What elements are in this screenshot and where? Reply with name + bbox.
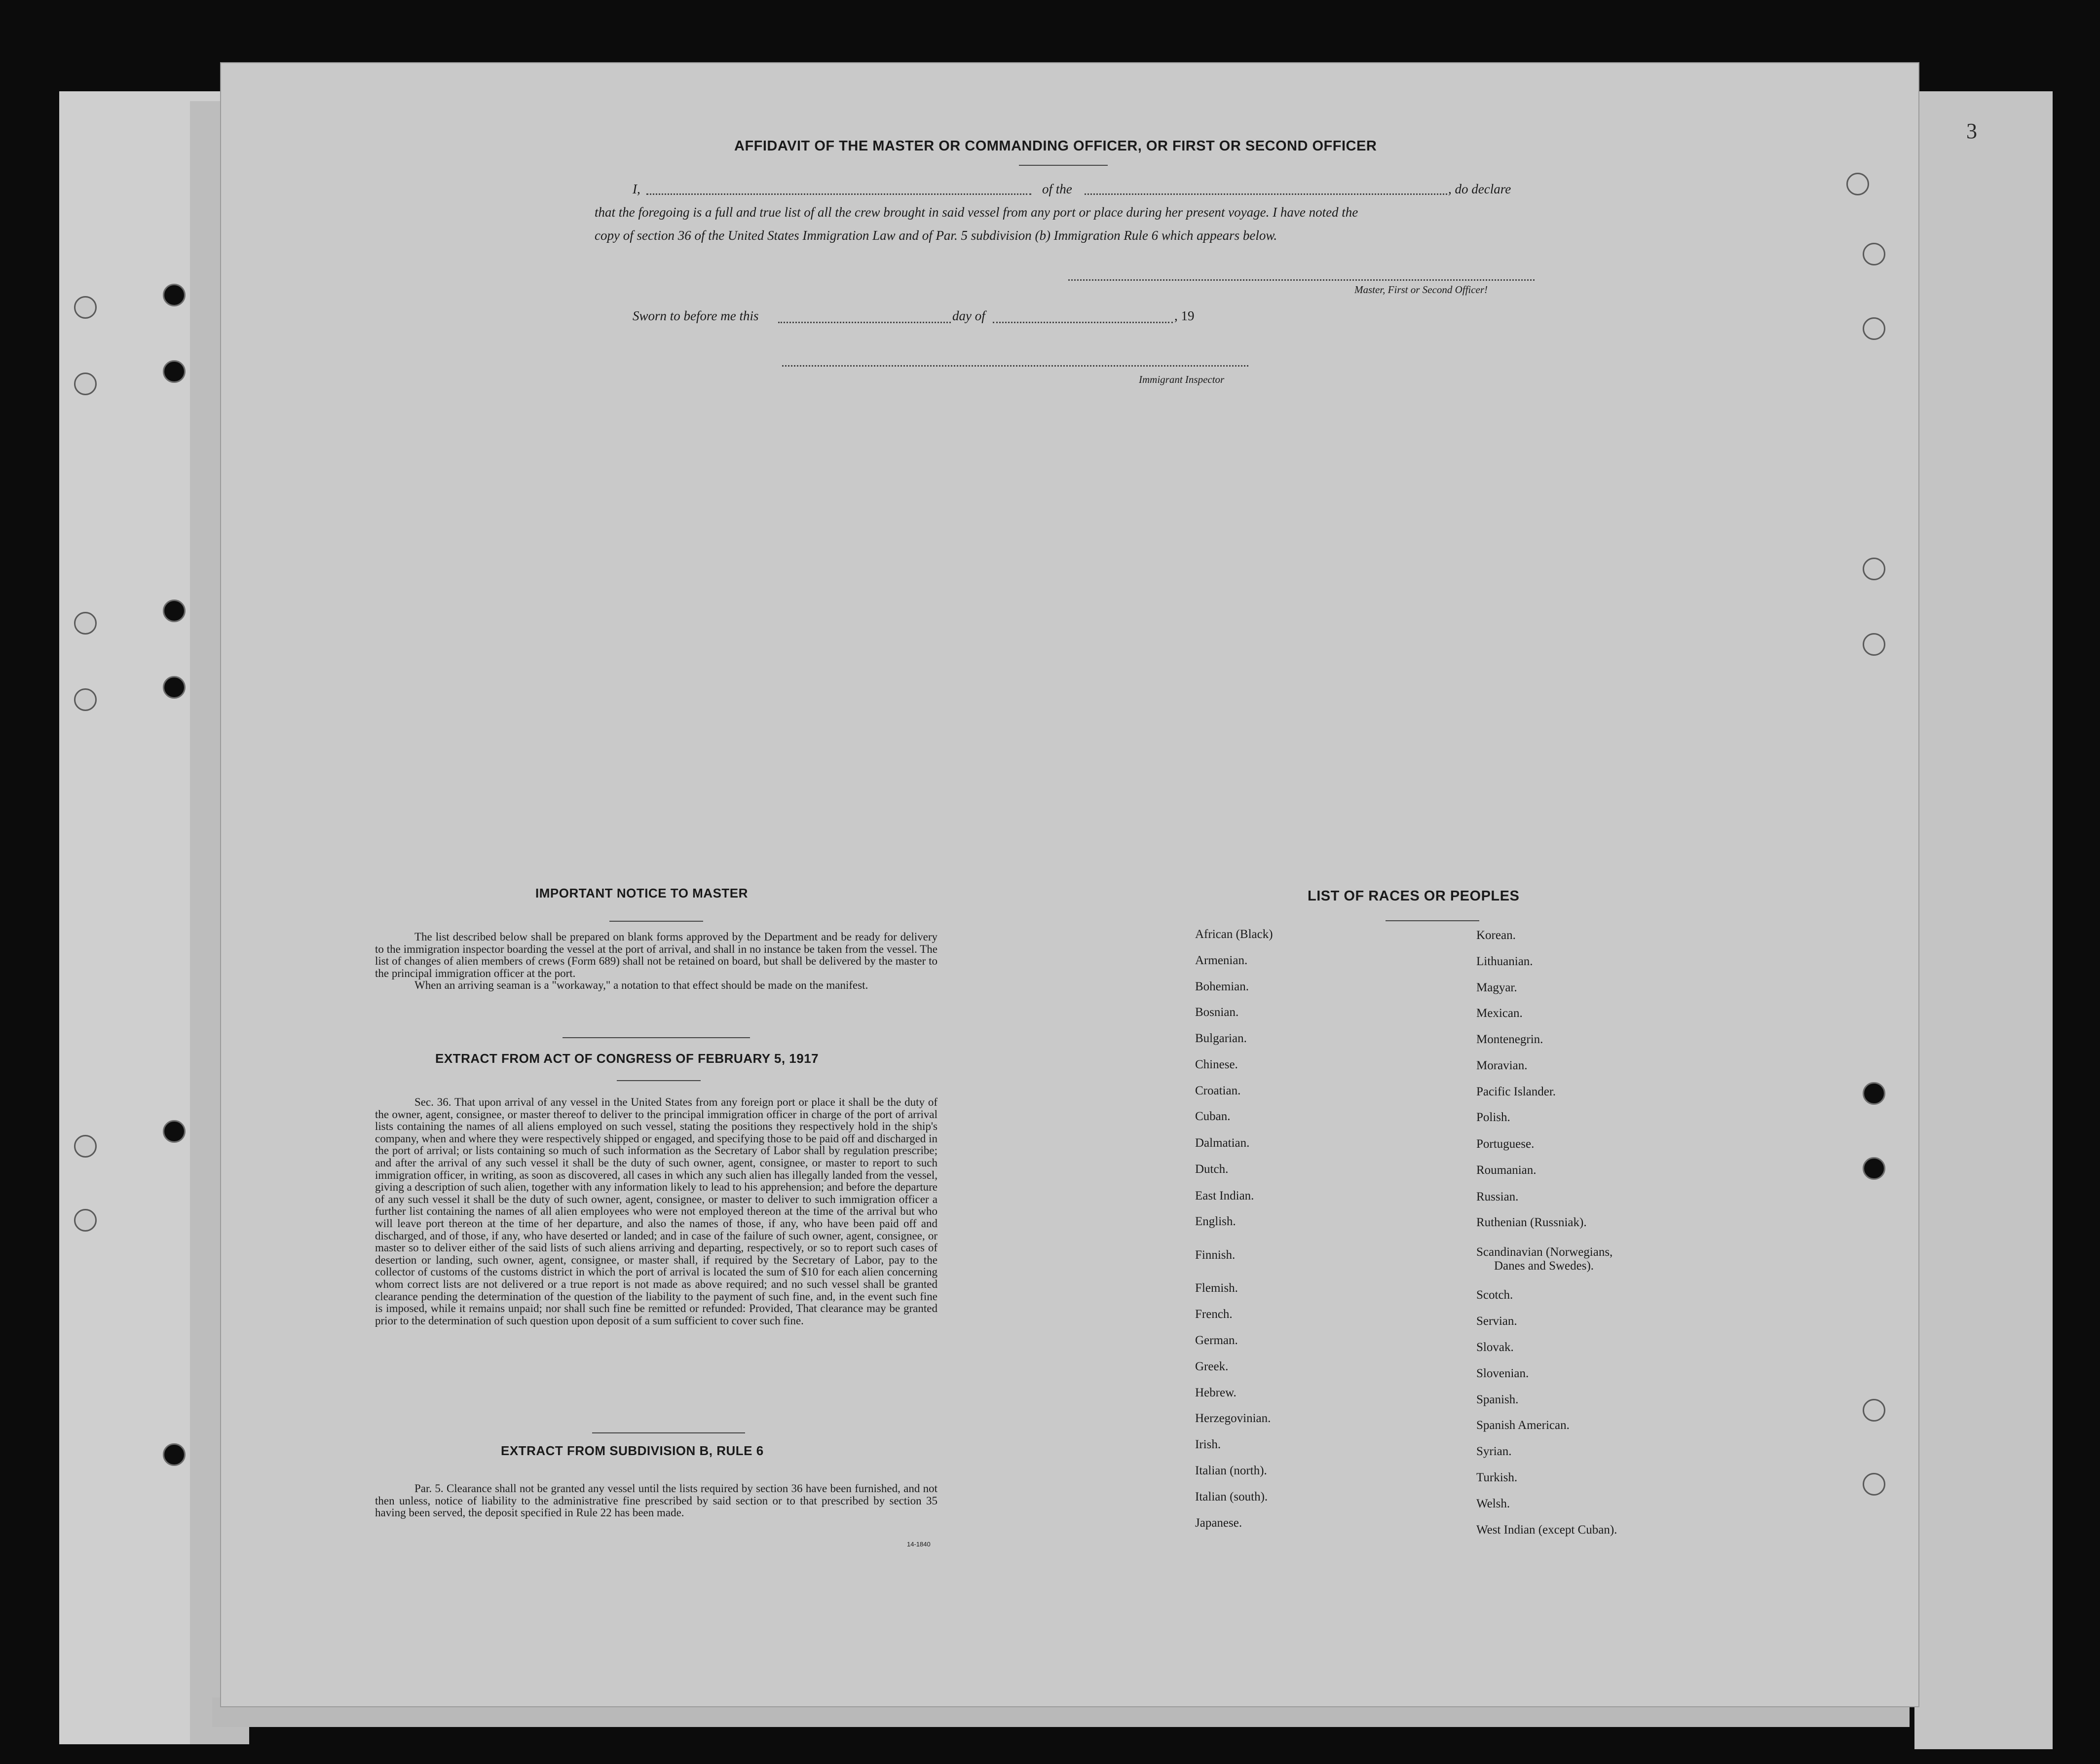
race-right-item: West Indian (except Cuban). (1476, 1523, 1617, 1537)
race-right-item: Syrian. (1476, 1445, 1512, 1458)
affidavit-line3: copy of section 36 of the United States Immigration Law and of Par. 5 subdivision (b) Immigration Rule 6 which appears below. (595, 228, 1277, 243)
race-left-item: English. (1195, 1215, 1236, 1228)
races-title-underline (1386, 920, 1479, 921)
race-left-item: Italian (north). (1195, 1464, 1267, 1477)
notice-paragraph-2: When an arriving seaman is a "workaway," a notation to that effect should be made on the manifest. (414, 979, 868, 992)
act-extract-body (375, 1096, 938, 1327)
race-left-item: Finnish. (1195, 1248, 1236, 1262)
race-left-item: Dutch. (1195, 1163, 1229, 1176)
race-right-item: Magyar. (1476, 981, 1517, 994)
binder-hole (163, 1443, 186, 1466)
race-left-item: Irish. (1195, 1438, 1221, 1451)
officer-signature-label: Master, First or Second Officer! (1354, 284, 1488, 296)
affidavit-line2: that the foregoing is a full and true list of all the crew brought in said vessel from any port or place during her present voyage. I have noted the (595, 205, 1358, 220)
race-right-item: Portuguese. (1476, 1137, 1535, 1151)
affidavit-declare: , do declare (1448, 182, 1511, 196)
rule-extract-body (375, 1483, 938, 1519)
section-divider (592, 1432, 745, 1433)
binder-hole (163, 1120, 186, 1143)
race-left-item: African (Black) (1195, 928, 1273, 941)
binder-hole (1863, 1399, 1885, 1422)
race-right-item: Welsh. (1476, 1497, 1510, 1510)
binder-hole (74, 373, 97, 395)
race-left-item: Croatian. (1195, 1084, 1241, 1097)
officer-signature-line (1068, 279, 1535, 281)
year-prefix: , 19 (1174, 308, 1195, 323)
race-right-item: Spanish American. (1476, 1419, 1570, 1432)
race-left-item: Japanese. (1195, 1516, 1242, 1530)
vessel-name-field (1085, 193, 1447, 195)
race-left-item: Dalmatian. (1195, 1136, 1250, 1150)
binder-hole (163, 600, 186, 622)
notice-paragraph-1: The list described below shall be prepared on blank forms approved by the Department and be ready for delivery to the immigration inspector boarding the vessel at the port of arrival, and shall in no instance be taken from the vessel. The list of changes of alien members of crews (Form 689) shall not be retained on board, but shall be delivered by the master to the principal immigration officer at the port. (375, 931, 938, 979)
notice-underline (609, 921, 703, 922)
binder-hole (163, 360, 186, 383)
race-left-item: Chinese. (1195, 1058, 1238, 1071)
race-right-item: Polish. (1476, 1111, 1510, 1124)
binder-hole (1863, 633, 1885, 656)
race-left-item: Greek. (1195, 1360, 1229, 1373)
day-of-label: day of (952, 308, 985, 323)
race-left-item: Bulgarian. (1195, 1032, 1247, 1045)
race-right-item: Slovak. (1476, 1341, 1514, 1354)
sworn-month-field (993, 322, 1173, 323)
manifest-page (221, 63, 1918, 1706)
page-number: 3 (1966, 119, 1977, 143)
binder-hole (1863, 317, 1885, 340)
binder-hole (1863, 243, 1885, 265)
race-left-item: Bosnian. (1195, 1006, 1239, 1019)
race-right-item: Ruthenian (Russniak). (1476, 1216, 1587, 1229)
race-right-item: Slovenian. (1476, 1367, 1529, 1380)
rule-extract-title: EXTRACT FROM SUBDIVISION B, RULE 6 (501, 1443, 764, 1458)
binder-hole (1863, 1082, 1885, 1105)
race-right-item: Mexican. (1476, 1007, 1523, 1020)
master-name-field (646, 193, 1031, 195)
affidavit-i: I, (633, 182, 640, 196)
binder-hole (74, 688, 97, 711)
title-underline (1019, 165, 1108, 166)
race-right-item: Servian. (1476, 1314, 1517, 1328)
race-right-item: Danes and Swedes). (1494, 1259, 1594, 1273)
section-divider (562, 1037, 750, 1038)
sworn-day-field (778, 322, 951, 323)
paragraph-5-text: Par. 5. Clearance shall not be granted any vessel until the lists required by section 36 have been furnished, and not then unless, notice of liability to the administrative fine prescribed by said section or to that prescribed by section 35 having been served, the deposit specified in Rule 22 has been made. (375, 1482, 938, 1519)
race-right-item: Russian. (1476, 1190, 1519, 1203)
binder-hole (1863, 1157, 1885, 1180)
affidavit-title: AFFIDAVIT OF THE MASTER OR COMMANDING OFFICER, OR FIRST OR SECOND OFFICER (734, 138, 1377, 154)
binder-hole (1863, 1473, 1885, 1496)
binder-hole (163, 676, 186, 699)
binder-hole (163, 284, 186, 306)
inspector-signature-line (782, 365, 1248, 367)
form-number: 14-1840 (907, 1540, 931, 1548)
race-right-item: Roumanian. (1476, 1163, 1537, 1177)
race-left-item: Armenian. (1195, 954, 1248, 967)
race-left-item: Italian (south). (1195, 1490, 1268, 1503)
race-left-item: Cuban. (1195, 1110, 1231, 1123)
binder-hole (1846, 173, 1869, 195)
race-left-item: German. (1195, 1334, 1238, 1347)
act-extract-title: EXTRACT FROM ACT OF CONGRESS OF FEBRUARY 5, 1917 (435, 1051, 819, 1066)
race-left-item: Herzegovinian. (1195, 1412, 1271, 1425)
race-right-item: Scotch. (1476, 1288, 1513, 1302)
binder-hole (74, 612, 97, 635)
race-right-item: Pacific Islander. (1476, 1085, 1556, 1098)
race-left-item: Bohemian. (1195, 980, 1249, 993)
race-left-item: Hebrew. (1195, 1386, 1237, 1399)
races-title: LIST OF RACES OR PEOPLES (1308, 888, 1520, 904)
race-right-item: Spanish. (1476, 1393, 1519, 1406)
race-right-item: Montenegrin. (1476, 1033, 1543, 1046)
binder-hole (1863, 558, 1885, 580)
race-right-item: Turkish. (1476, 1471, 1518, 1484)
section-36-text: Sec. 36. That upon arrival of any vessel in the United States from any foreign port or place it shall be the duty of the owner, agent, consignee, or master thereof to deliver to the principal immigration officer in charge of the port of arrival lists containing the names of all aliens employed on such vessel, stating the positions they respectively hold in the ship's company, when and where they were respectively shipped or engaged, and specifying those to be paid off and discharged in the port of arrival; or lists containing so much of such information as the Secretary of Labor shall by regulation prescribe; and after the arrival of any such vessel it shall be the duty of such owner, agent, consignee, or master to report to such immigration officer, in writing, as soon as discovered, all cases in which any such alien has illegally landed from the vessel, giving a description of such alien, together with any information likely to lead to his apprehension; and before the departure of any such vessel it shall be the duty of such owner, agent, consignee, or master to deliver to such immigration officer a further list containing the names of all alien employees who were not employed thereon at the time of the arrival but who will leave port thereon at the time of her departure, and also the names of those, if any, who have been paid off and discharged, and of those, if any, who have deserted or landed; and in case of the failure of such owner, agent, consignee, or master so to deliver either of the said lists of such aliens arriving and departing, respectively, or so to report such cases of desertion or landing, such owner, agent, consignee, or master shall, if required by the Secretary of Labor, pay to the collector of customs of the customs district in which the port of arrival is located the sum of $10 for each alien concerning whom correct lists are not delivered or a true report is not made as above required; and no such vessel shall be granted clearance pending the determination of the question of the liability to the payment of such fine, and, in the event such fine is imposed, while it remains unpaid; nor shall such fine be remitted or refunded: Provided, That clearance may be granted prior to the determination of such question upon deposit of a sum sufficient to cover such fine. (375, 1096, 938, 1327)
inspector-label: Immigrant Inspector (1139, 374, 1225, 385)
race-right-item: Scandinavian (Norwegians, (1476, 1245, 1613, 1259)
binder-hole (74, 296, 97, 319)
sworn-label: Sworn to before me this (633, 308, 759, 323)
race-left-item: Flemish. (1195, 1281, 1238, 1295)
race-left-item: French. (1195, 1308, 1233, 1321)
race-right-item: Moravian. (1476, 1059, 1528, 1072)
race-right-item: Lithuanian. (1476, 955, 1533, 968)
race-left-item: East Indian. (1195, 1189, 1254, 1202)
underlying-sheet-right (1914, 91, 2053, 1749)
binder-hole (74, 1209, 97, 1232)
notice-title: IMPORTANT NOTICE TO MASTER (535, 886, 748, 901)
act-title-underline (617, 1080, 701, 1081)
affidavit-of-the: of the (1042, 182, 1072, 196)
binder-hole (74, 1135, 97, 1158)
notice-body (375, 931, 938, 992)
race-right-item: Korean. (1476, 929, 1516, 942)
